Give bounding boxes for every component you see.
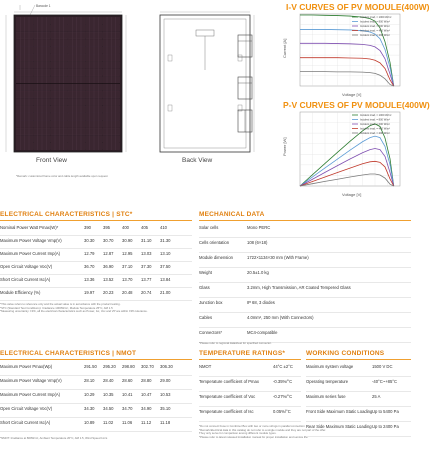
cell-value: 35.10 [160, 406, 171, 411]
cell-value: 11.18 [160, 420, 171, 425]
cell-value: 400 [122, 225, 129, 230]
cell-value: 12.95 [122, 251, 133, 256]
pv-chart [282, 108, 410, 200]
cell-value: 34.90 [141, 406, 152, 411]
stc-notes [0, 303, 148, 314]
pv-legend-item: Incident irrad. = 1000 W/m² [360, 114, 392, 117]
front-view-label: Front View [36, 157, 67, 164]
cell-value: 10.35 [103, 392, 114, 397]
table-row [0, 389, 192, 404]
cell-value: 34.50 [103, 406, 114, 411]
cell-value: 295.20 [103, 364, 116, 369]
row-label: Weight [199, 270, 212, 275]
table-row [0, 375, 192, 390]
cell-value: 37.10 [122, 264, 133, 269]
pv-ylabel: Power [W] [282, 137, 287, 156]
cell-value: 30.30 [84, 238, 95, 243]
cell-value: 13.10 [160, 251, 171, 256]
cell-value: 36.70 [84, 264, 95, 269]
frame-section-drawings [232, 25, 272, 155]
cell-value: 11.12 [141, 420, 152, 425]
nmot-heading: ELECTRICAL CHARACTERISTICS | NMOT [0, 350, 137, 357]
stc-heading: ELECTRICAL CHARACTERISTICS | STC* [0, 211, 133, 218]
row-label: Cables [199, 315, 213, 320]
front-view-drawing [0, 0, 140, 170]
row-value: 4.0mm², 250 mm (With Connectors) [247, 315, 314, 320]
cell-value: 13.03 [141, 251, 152, 256]
row-label: Maximum Power Voltage Vmp(V) [0, 378, 62, 383]
cell-value: 28.60 [122, 378, 133, 383]
cell-value: 12.79 [84, 251, 95, 256]
cell-value: 12.87 [103, 251, 114, 256]
cell-value: 31.10 [141, 238, 152, 243]
cell-value: 20.23 [103, 290, 114, 295]
cell-value: 11.02 [103, 420, 114, 425]
row-value: 44°C ±2°C [273, 364, 293, 369]
table-row [0, 403, 192, 418]
table-row [199, 237, 411, 253]
iv-legend-item: Incident irrad. = 800 W/m² [360, 20, 390, 24]
temp-table [199, 361, 301, 421]
table-row [0, 222, 192, 236]
temp-heading-rule [199, 359, 301, 360]
row-label: Open Circuit Voltage Voc(V) [0, 406, 53, 411]
mech-heading-rule [199, 220, 411, 221]
table-row [199, 252, 411, 268]
table-row [199, 391, 301, 407]
row-value: IP 68, 3 diodes [247, 300, 275, 305]
cell-value: 31.30 [160, 238, 171, 243]
cell-value: 10.29 [84, 392, 95, 397]
drawing-remark: *Remark: customized frame color and cable length available upon request [16, 174, 108, 178]
row-value: -0.35%/°C [273, 379, 293, 384]
nmot-heading-rule [0, 359, 192, 360]
work-heading: WORKING CONDITIONS [306, 350, 385, 357]
table-row [306, 406, 411, 422]
work-table [306, 361, 411, 435]
cell-value: 37.30 [141, 264, 152, 269]
table-row [306, 361, 411, 377]
pv-legend-item: Incident irrad. = 600 W/m² [360, 123, 390, 126]
drawings-area [0, 0, 270, 200]
table-row [199, 376, 301, 392]
table-row [199, 297, 411, 313]
row-label: Glass [199, 285, 210, 290]
cell-value: 34.30 [84, 406, 95, 411]
footnote: *STC (Standard Test Conditions): Irradiance 1000W/m², Module Temperature 25°C, AM 1.5 [0, 305, 113, 310]
iv-legend-item: Incident irrad. = 600 W/m² [360, 25, 390, 28]
iv-chart-title: I-V CURVES OF PV MODULE(400W) [286, 2, 430, 12]
mech-note: *Please refer to regional datasheet for specified connector. [199, 341, 272, 345]
table-row [0, 274, 192, 288]
cell-value: 29.00 [160, 378, 171, 383]
row-label: Front Side Maximum Static Loading [306, 409, 373, 414]
row-label: Nominal Power Watt Pmax(W)* [0, 225, 59, 230]
table-row [0, 417, 192, 432]
cell-value: 395 [103, 225, 110, 230]
cell-value: 302.70 [141, 364, 154, 369]
row-label: Temperature coefficient of Voc [199, 394, 256, 399]
cell-value: 36.90 [103, 264, 114, 269]
row-label: Cells orientation [199, 240, 230, 245]
cell-value: 13.77 [141, 277, 152, 282]
pv-xlabel: Voltage [V] [342, 192, 362, 197]
cell-value: 10.41 [122, 392, 133, 397]
footnote: *Please refer to latest released installation manual for proper installation and service life. [199, 434, 309, 439]
footnote: *Measuring uncertainty: ±3%, all the electrical characteristics such as Power, Isc, Voc and VP are within ±3% tolerance. [0, 309, 148, 314]
iv-legend-item: Incident irrad. = 400 W/m² [360, 29, 390, 33]
row-label: Short Circuit Current Isc(A) [0, 277, 51, 282]
row-label: Maximum series fuse [306, 394, 346, 399]
cell-value: 30.70 [103, 238, 114, 243]
cell-value: 37.50 [160, 264, 171, 269]
cell-value: 390 [84, 225, 91, 230]
row-label: Temperature coefficient of Pmax [199, 379, 259, 384]
pv-legend-item: Incident irrad. = 400 W/m² [360, 127, 390, 131]
row-label: Connectors* [199, 330, 223, 335]
table-row [306, 391, 411, 407]
cell-value: 13.84 [160, 277, 171, 282]
row-label: Short Circuit Current Isc(A) [0, 420, 51, 425]
cell-value: 10.47 [141, 392, 152, 397]
table-row [0, 261, 192, 275]
cell-value: 405 [141, 225, 148, 230]
row-label: Rear Side Maximum Static Loading [306, 424, 372, 429]
row-value: 1500 V DC [372, 364, 393, 369]
row-value: 3.2mm, High Transmission, AR Coated Tempered Glass [247, 285, 351, 290]
cell-value: 19.97 [84, 290, 95, 295]
pv-legend-item: Incident irrad. = 200 W/m² [360, 132, 390, 135]
row-value: 108 (6×18) [247, 240, 268, 245]
table-row [306, 376, 411, 392]
pv-legend-item: Incident irrad. = 800 W/m² [360, 118, 390, 122]
table-row [199, 406, 301, 422]
row-label: Junction box [199, 300, 223, 305]
cell-value: 21.00 [160, 290, 171, 295]
stc-table [0, 222, 192, 302]
cell-value: 298.80 [122, 364, 135, 369]
row-value: 25 A [372, 394, 381, 399]
iv-xlabel: Voltage [V] [342, 92, 362, 97]
row-value: Up to 2400 Pa [372, 424, 399, 429]
iv-legend-item: Incident irrad. = 1000 W/m² [360, 16, 392, 19]
row-value: MC4-compatible [247, 330, 278, 335]
row-label: Maximum system voltage [306, 364, 354, 369]
barcode-label: Barcode 1 [36, 4, 51, 8]
nmot-note: *NMOT: Irradiance at 800W/m², Ambient Temperature 20°C, AM 1.5, Wind Speed 1m/s [0, 436, 108, 440]
table-row [306, 421, 411, 437]
row-label: Operating temperature [306, 379, 349, 384]
cell-value: 11.06 [122, 420, 133, 425]
table-row [199, 312, 411, 328]
cell-value: 291.50 [84, 364, 97, 369]
footnote: *Do not connect Fuse in Combiner Box with two or more strings in parallel connection [199, 424, 305, 428]
row-label: NMOT [199, 364, 212, 369]
row-label: Maximum Power Current Imp(A) [0, 251, 61, 256]
mech-table [199, 222, 411, 346]
row-value: Mono PERC [247, 225, 271, 230]
table-row [199, 267, 411, 283]
cell-value: 28.40 [103, 378, 114, 383]
row-value: Up to 5400 Pa [372, 409, 399, 414]
row-label: Open Circuit Voltage Voc(V) [0, 264, 53, 269]
iv-chart [282, 10, 410, 100]
row-label: Maximum Power Voltage Vmp(V) [0, 238, 62, 243]
row-label: Module dimension [199, 255, 233, 260]
table-row [0, 248, 192, 262]
footnote: They only serve for comparison among different module types. [199, 431, 277, 436]
table-row [199, 282, 411, 298]
pv-chart-title: P-V CURVES OF PV MODULE(400W) [283, 100, 430, 110]
cell-value: 10.89 [84, 420, 95, 425]
iv-legend-item: Incident irrad. = 200 W/m² [360, 34, 390, 37]
cell-value: 13.52 [103, 277, 114, 282]
cell-value: 410 [160, 225, 167, 230]
stc-heading-rule [0, 220, 192, 221]
iv-ylabel: Current [A] [282, 38, 287, 58]
table-row [199, 222, 411, 238]
cell-value: 28.80 [141, 378, 152, 383]
row-label: Module Efficiency (%) [0, 290, 41, 295]
row-label: Temperature coefficient of Isc [199, 409, 254, 414]
row-label: Solar cells [199, 225, 219, 230]
table-row [199, 361, 301, 377]
cell-value: 30.90 [122, 238, 133, 243]
temp-heading: TEMPERATURE RATINGS* [199, 350, 286, 357]
footnote: *This value refers to reference only and the actual value is in accordance with the product testing. [0, 302, 121, 306]
cell-value: 10.53 [160, 392, 171, 397]
table-row [0, 361, 192, 376]
row-label: Maximum Power Current Imp(A) [0, 392, 61, 397]
work-heading-rule [306, 359, 411, 360]
cell-value: 20.48 [122, 290, 133, 295]
row-value: -0.27%/°C [273, 394, 293, 399]
row-value: -40°C~+85°C [372, 379, 397, 384]
row-value: 1722×1134×30 mm (With Frame) [247, 255, 309, 260]
table-row [0, 287, 192, 301]
row-value: 20.5±1.0 kg [247, 270, 269, 275]
cell-value: 28.10 [84, 378, 95, 383]
cell-value: 306.30 [160, 364, 173, 369]
mech-heading: MECHANICAL DATA [199, 211, 265, 218]
nmot-table [0, 361, 192, 433]
back-view-label: Back View [182, 157, 213, 164]
table-row [0, 235, 192, 249]
row-value: 0.05%/°C [273, 409, 291, 414]
cell-value: 13.70 [122, 277, 133, 282]
cell-value: 34.70 [122, 406, 133, 411]
cell-value: 20.74 [141, 290, 152, 295]
cell-value: 13.36 [84, 277, 95, 282]
row-label: Maximum Power Pmax(Wp) [0, 364, 53, 369]
footnote: *Remark:Electrical data in this catalog do not refer to a single module and they are not part of the offer. [199, 427, 326, 432]
